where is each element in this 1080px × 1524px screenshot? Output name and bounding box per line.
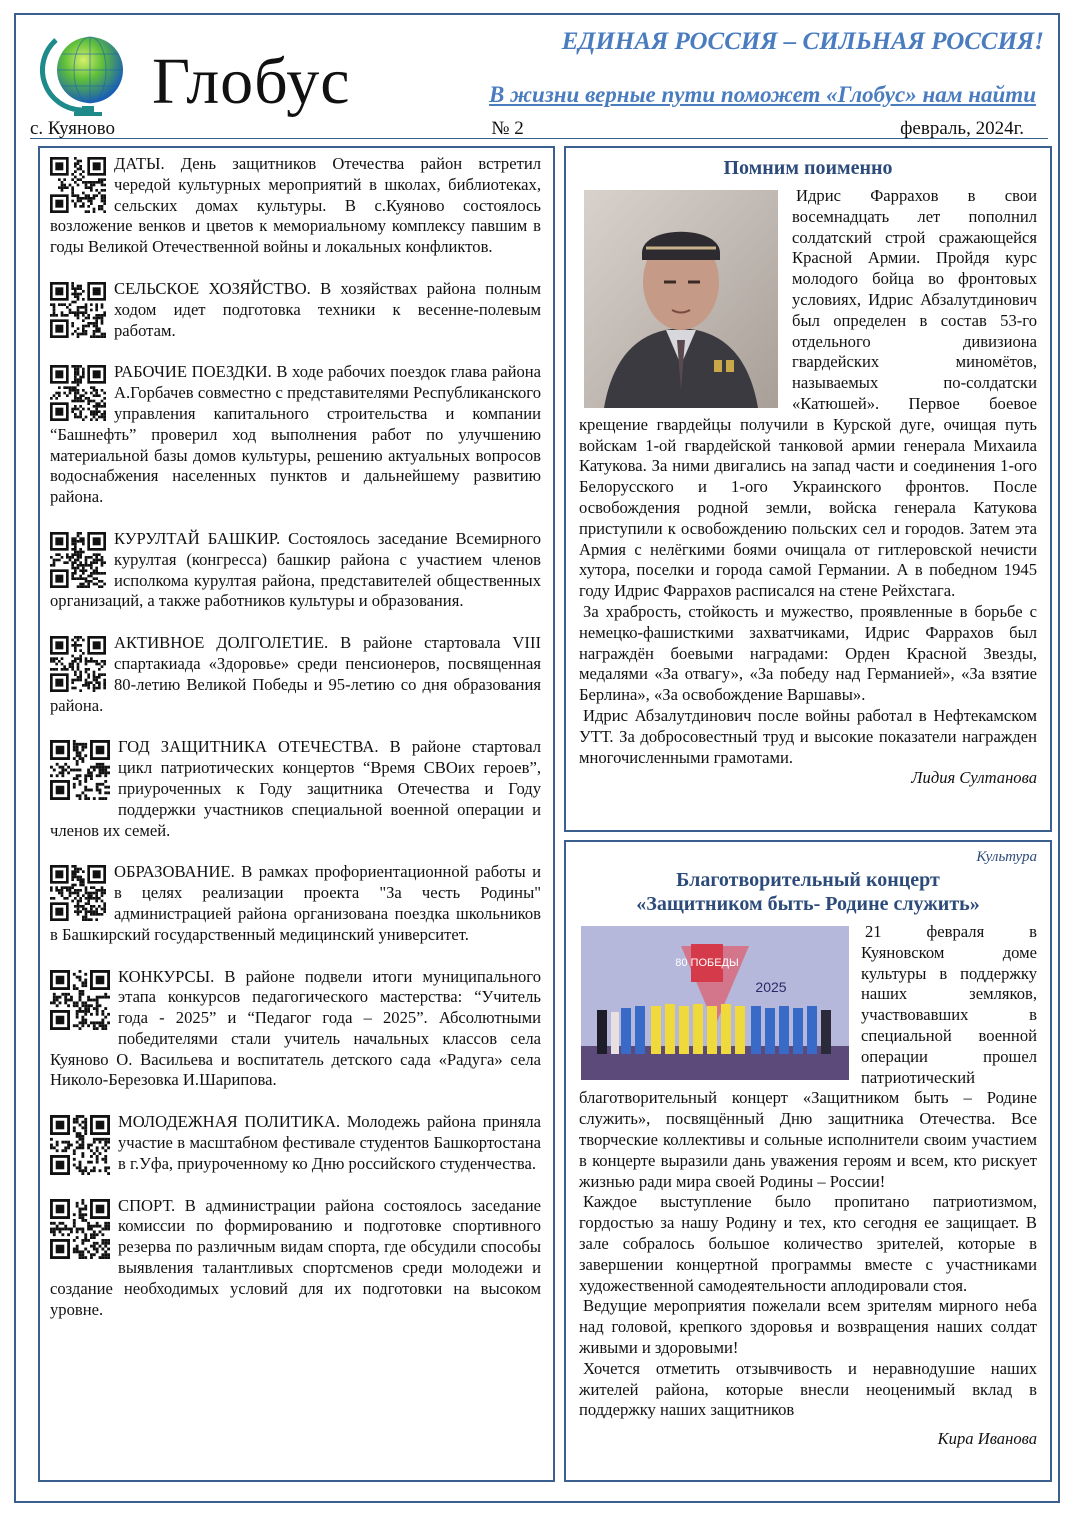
article-paragraph: Каждое выступление было пропитано патриотизмом, гордостью за нашу Родину и тех, кто сегодня ее защищает. В зале собралось большое количество зрителей, которые в завершении концертной программы вместе с участниками художественной самодеятельности аплодировали стоя.	[579, 1192, 1037, 1295]
news-text: РАБОЧИЕ ПОЕЗДКИ. В ходе рабочих поездок глава района А.Горбачев совместно с представителями Республиканского управления капитального строительства и компании “Башнефть” проверил ход выполнения работ по улучшению материальной базы домов культуры, решению актуальных вопросов водоснабжения населенных пунктов и дальнейшему развитию района.	[50, 362, 541, 507]
news-text: МОЛОДЕЖНАЯ ПОЛИТИКА. Молодежь района приняла участие в масштабном фестивале студентов Башкортостана в г.Уфа, приуроченному ко Дню российского студенчества.	[118, 1112, 541, 1173]
masthead-rule	[30, 138, 1048, 139]
news-item	[50, 1196, 541, 1321]
globe-logo-icon	[38, 26, 130, 118]
article-title-line: «Защитником быть- Родине служить»	[636, 893, 980, 915]
qr-code-icon[interactable]	[50, 970, 110, 1030]
news-item	[50, 529, 541, 612]
article-author: Лидия Султанова	[911, 768, 1037, 788]
news-column	[38, 146, 555, 1482]
article-paragraph: 21 февраля в Куяновском доме культуры в поддержку наших земляков, участвовавших в специальной военной операции прошел патриотический благотворительный концерт «Защитником быть – Родине служить», посвящённый Дню защитника Отечества. Все творческие коллективы и сольные исполнители своим участием в концерте выразили дань уважения героям и всем, кто рискует жизнью ради мира своей Родины – России!	[579, 922, 1037, 1191]
article-paragraph: Идрис Фаррахов в свои восемнадцать лет пополнил солдатский строй сражающейся Красной Армии. Пройдя курс молодого бойца во фронтовых условиях, Идрис Абзалутдинович был определен в состав 53-го отдельного дивизиона гвардейских миномётов, называемых по-солдатски «Катюшей». Первое боевое крещение гвардейцы получили в Курской дуге, очищая путь войскам 1-ой гвардейской танковой армии генерала Михаила Катукова. За ними двигались на запад части и соединения 1-ого Белорусского и 1-ого Украинского фронтов. После освобождения родной земли, войска генерала Катукова приступили к освобождению польских сел и городов. Затем эта Армия с нелёгкими боями очищала от гитлеровской нечисти хутора, поселки и города самой Германии. А в победном 1945 году Идрис Фаррахов расписался на стене Рейхстага.	[579, 186, 1037, 601]
article-author: Кира Иванова	[937, 1429, 1037, 1449]
article-title: Помним поименно	[723, 157, 893, 179]
article-paragraph: Идрис Абзалутдинович после войны работал в Нефтекамском УТТ. За добросовестный труд и высокие показатели награжден многочисленными грамотами.	[579, 705, 1037, 767]
news-text: СЕЛЬСКОЕ ХОЗЯЙСТВО. В хозяйствах района полным ходом идет подготовка техники к весенне-полевым работам.	[114, 278, 541, 340]
qr-code-icon[interactable]	[50, 365, 106, 421]
news-item	[50, 1112, 541, 1174]
article-paragraph: За храбрость, стойкость и мужество, проявленные в борьбе с немецко-фашисткими захватчиками, Идрис Фаррахов был награждён боевыми наградами: Орден Красной Звезды, медалями «За отвагу», «За победу над Германией», «За взятие Берлина», «За освобождение Варшавы».	[579, 601, 1037, 705]
article-title	[579, 868, 1037, 916]
photo-banner-text: 80 ПОБЕДЫ	[675, 957, 739, 969]
photo-year-text: 2025	[755, 979, 787, 995]
qr-code-icon[interactable]	[50, 1115, 110, 1175]
article-title-line: Благотворительный концерт	[676, 869, 940, 891]
veteran-portrait-image	[584, 190, 778, 408]
qr-code-icon[interactable]	[50, 865, 106, 921]
qr-code-icon[interactable]	[50, 532, 106, 588]
news-text: КУРУЛТАЙ БАШКИР. Состоялось заседание Всемирного курултая (конгресса) башкир района с участием членов исполкома курултая района, представителей общественных организаций, а также работников культуры и образования.	[50, 528, 541, 611]
qr-code-icon[interactable]	[50, 636, 106, 692]
article-concert	[564, 840, 1052, 1482]
news-item	[50, 362, 541, 508]
concert-group-photo	[581, 926, 849, 1080]
village-name: с. Куяново	[30, 118, 115, 139]
news-text: СПОРТ. В администрации района состоялось заседание комиссии по формированию и подготовке спортивного резерва по различным видам спорта, где обсудили способы выявления талантливых спортсменов среди молодежи и создание необходимых условий для их подготовки на высоком уровне.	[50, 1195, 541, 1319]
news-item	[50, 633, 541, 716]
news-text: ОБРАЗОВАНИЕ. В рамках профориентационной работы и в целях реализации проекта "За честь Родины" администрацией района организована поездка школьников в Башкирский государственный медицинский университет.	[50, 862, 541, 944]
qr-code-icon[interactable]	[50, 1199, 110, 1259]
news-item	[50, 737, 541, 841]
news-item	[50, 154, 541, 258]
rubric-label: Культура	[976, 849, 1037, 865]
article-paragraph: Хочется отметить отзывчивость и неравнодушие наших жителей района, которые внесли неоценимый вклад в поддержку наших защитников	[579, 1358, 1037, 1420]
newspaper-title: Глобус	[152, 45, 351, 118]
news-item	[50, 279, 541, 341]
slogan-top: ЕДИНАЯ РОССИЯ – СИЛЬНАЯ РОССИЯ!	[561, 28, 1044, 55]
news-text: ГОД ЗАЩИТНИКА ОТЕЧЕСТВА. В районе стартовал цикл патриотических концертов “Время СВОих героев”, приуроченных к Году защитника Отечества и Году поддержки участников специальной военной операции и членов их семей.	[50, 737, 541, 840]
article-paragraph: Ведущие мероприятия пожелали всем зрителям мирного неба над головой, крепкого здоровья и возвращения наших солдат живыми и здоровыми!	[579, 1296, 1037, 1357]
slogan-bottom: В жизни верные пути поможет «Глобус» нам найти	[489, 82, 1036, 107]
issue-date: февраль, 2024г.	[900, 118, 1024, 139]
news-text: КОНКУРСЫ. В районе подвели итоги муниципального этапа конкурсов педагогического мастерства: “Учитель года - 2025” и “Педагог года – 2025”. Абсолютными победителями стали учитель начальных классов села Куяново О. Васильева и воспитатель детского сада «Радуга» села Николо-Березовка И.Шарипова.	[50, 966, 541, 1090]
issue-number: № 2	[491, 118, 524, 139]
qr-code-icon[interactable]	[50, 157, 106, 213]
qr-code-icon[interactable]	[50, 740, 110, 800]
news-item	[50, 967, 541, 1092]
news-text: АКТИВНОЕ ДОЛГОЛЕТИЕ. В районе стартовала VIII спартакиада «Здоровье» среди пенсионеров, посвященная 80-летию Великой Победы и 95-летию со дня образования района.	[50, 633, 541, 715]
qr-code-icon[interactable]	[50, 282, 106, 338]
news-text: ДАТЫ. День защитников Отечества район встретил чередой культурных мероприятий в школах, библиотеках, сельских домах культуры. В с.Куяново состоялось возложение венков и цветов к мемориальному комплексу павшим в годы Великой Отечественной войны и локальных конфликтов.	[50, 154, 541, 257]
news-item	[50, 862, 541, 945]
article-remember	[564, 146, 1052, 832]
